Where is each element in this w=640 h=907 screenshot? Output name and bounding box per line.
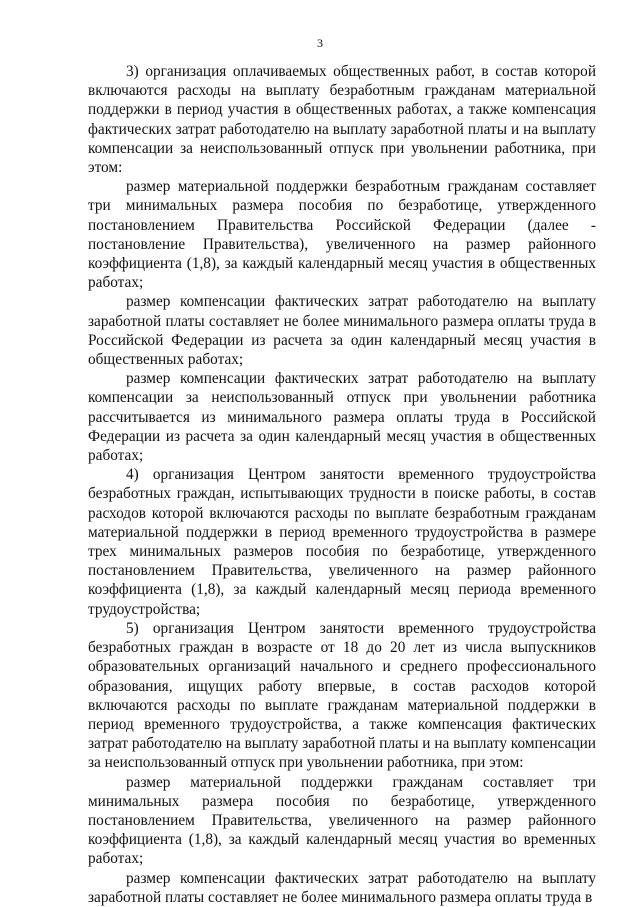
paragraph-wage-compensation: размер компенсации фактических затрат работодателю на выплату заработной платы составляет не более минимального размера оплаты труда в Российской Федерации из расчета за один календарный месяц участия в общественных работах; [88,293,596,369]
paragraph-material-support-amount: размер материальной поддержки безработным гражданам составляет три минимальных размера пособия по безработице, утвержденного постановлением Правительства Российской Федерации (далее - постановление Правительства), увеличенного на размер районного коэффициента (1,8), за каждый календарный месяц участия в общественных работах; [88,178,596,292]
page-number: 3 [317,36,323,50]
paragraph-graduates-material-support: размер материальной поддержки гражданам составляет три минимальных размера пособия по безработице, утвержденного постановлением Правительства, увеличенного на размер районного коэффициента (1,8), за каждый календарный месяц участия во временных работах; [88,773,596,868]
paragraph-item-5-graduates-employment: 5) организация Центром занятости временного трудоустройства безработных граждан в возрасте от 18 до 20 лет из числа выпускников образовательных организаций начального и среднего профессионального образования, ищущих работу впервые, в состав расходов которой включаются расходы по выплате гражданам материальной поддержки в период временного трудоустройства, а также компенсация фактических затрат работодателю на выплату заработной платы и на выплату компенсации за неиспользованный отпуск при увольнении работника, при этом: [88,619,596,772]
paragraph-vacation-compensation: размер компенсации фактических затрат работодателю на выплату компенсации за неиспользованный отпуск при увольнении работника рассчитывается из минимального размера оплаты труда в Российской Федерации из расчета за один календарный месяц участия в общественных работах; [88,370,596,465]
paragraph-item-3-public-works: 3) организация оплачиваемых общественных работ, в состав которой включаются расходы на выплату безработным гражданам материальной поддержки в период участия в общественных работах, а также компенсация фактических затрат работодателю на выплату заработной платы и на выплату компенсации за неиспользованный отпуск при увольнении работника, при этом: [88,63,596,177]
paragraph-graduates-wage-compensation: размер компенсации фактических затрат работодателю на выплату заработной платы составляет не более минимального размера оплаты труда в [88,869,596,906]
document-body [88,62,596,907]
paragraph-item-4-temporary-employment: 4) организация Центром занятости временного трудоустройства безработных граждан, испытывающих трудности в поиске работы, в состав расходов которой включаются расходы по выплате безработным гражданам материальной поддержки в период временного трудоустройства в размере трех минимальных размеров пособия по безработице, утвержденного постановлением Правительства, увеличенного на размер районного коэффициента (1,8), за каждый календарный месяц периода временного трудоустройства; [88,466,596,618]
